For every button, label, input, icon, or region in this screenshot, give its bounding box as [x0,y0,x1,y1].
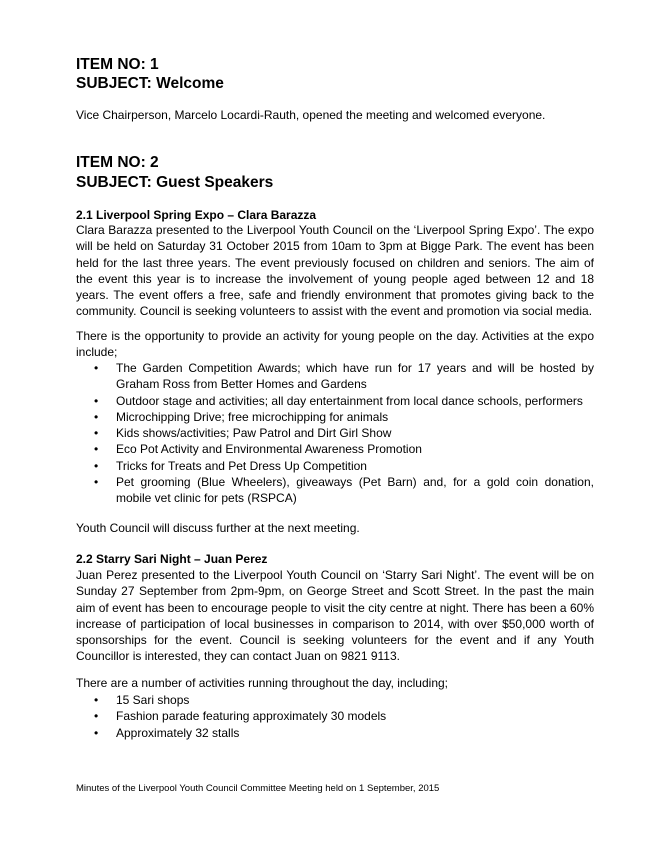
list-item-text: Tricks for Treats and Pet Dress Up Competition [116,458,367,473]
section-2-2-heading: 2.2 Starry Sari Night – Juan Perez [76,552,268,566]
section-2-2-bullet-list [76,692,594,741]
item1-subject: SUBJECT: Welcome [76,75,224,92]
bullet-icon: • [94,442,99,457]
list-item [76,725,594,741]
list-item [76,708,594,724]
list-item [76,692,594,708]
list-item [76,458,594,474]
list-item-text: The Garden Competition Awards; which have run for 17 years and will be hosted by Graham Ross from Better Homes and Gardens [116,361,594,392]
bullet-icon: • [94,426,99,441]
list-item [76,474,594,507]
list-item-text: Eco Pot Activity and Environmental Awareness Promotion [116,442,422,457]
item2-number: ITEM NO: 2 [76,154,159,171]
item1-text: Vice Chairperson, Marcelo Locardi-Rauth, opened the meeting and welcomed everyone. [76,108,546,122]
section-2-1-para2: There is the opportunity to provide an activity for young people on the day. Activities at the expo include; [76,329,594,360]
bullet-icon: • [94,393,99,408]
section-2-2-para2: There are a number of activities running throughout the day, including; [76,676,448,690]
page-footer: Minutes of the Liverpool Youth Council Committee Meeting held on 1 September, 2015 [76,783,440,794]
item2-subject: SUBJECT: Guest Speakers [76,174,274,191]
bullet-icon: • [94,458,99,473]
section-2-1-para3: Youth Council will discuss further at the next meeting. [76,521,360,535]
section-2-1-bullet-list [76,360,594,507]
bullet-icon: • [94,693,99,707]
bullet-icon: • [94,475,99,490]
bullet-icon: • [94,709,99,724]
bullet-icon: • [94,725,99,740]
list-item-text: Fashion parade featuring approximately 30 models [116,709,387,724]
section-2-2-para1: Juan Perez presented to the Liverpool Youth Council on ‘Starry Sari Night’. The event will be on Sunday 27 September from 2pm-9pm, on George Street and Scott Street. In the past the main aim of event has been to encourage people to visit the city centre at night. There has been a 60% increase of participation of local businesses in comparison to 2014, with over $50,000 worth of sponsorships for the event. Council is seeking volunteers for the event and if any Youth Councillor is interested, they can contact Juan on 9821 9113. [76,568,594,664]
list-item [76,425,594,441]
bullet-icon: • [94,361,99,375]
list-item [76,409,594,425]
list-item [76,393,594,409]
list-item-text: Approximately 32 stalls [116,725,240,740]
list-item-text: Pet grooming (Blue Wheelers), giveaways (Pet Barn) and, for a gold coin donation, mobile vet clinic for pets (RSPCA) [116,475,594,506]
list-item-text: Microchipping Drive; free microchipping for animals [116,409,389,424]
item1-number: ITEM NO: 1 [76,56,159,73]
list-item [76,441,594,457]
section-2-1-heading: 2.1 Liverpool Spring Expo – Clara Barazza [76,208,317,222]
section-2-1-para1: Clara Barazza presented to the Liverpool Youth Council on the ‘Liverpool Spring Expo’. The expo will be held on Saturday 31 October 2015 from 10am to 3pm at Bigge Park. The event has been held for the last three years. The event previously focused on children and seniors. The aim of the event this year is to increase the involvement of young people aged between 12 and 18 years. The event offers a free, safe and friendly environment that promotes giving back to the community. Council is seeking volunteers to assist with the event and promotion via social media. [76,223,594,319]
list-item-text: Outdoor stage and activities; all day entertainment from local dance schools, performers [116,393,583,408]
list-item-text: 15 Sari shops [116,693,190,707]
bullet-icon: • [94,409,99,424]
list-item [76,360,594,393]
list-item-text: Kids shows/activities; Paw Patrol and Dirt Girl Show [116,426,392,441]
